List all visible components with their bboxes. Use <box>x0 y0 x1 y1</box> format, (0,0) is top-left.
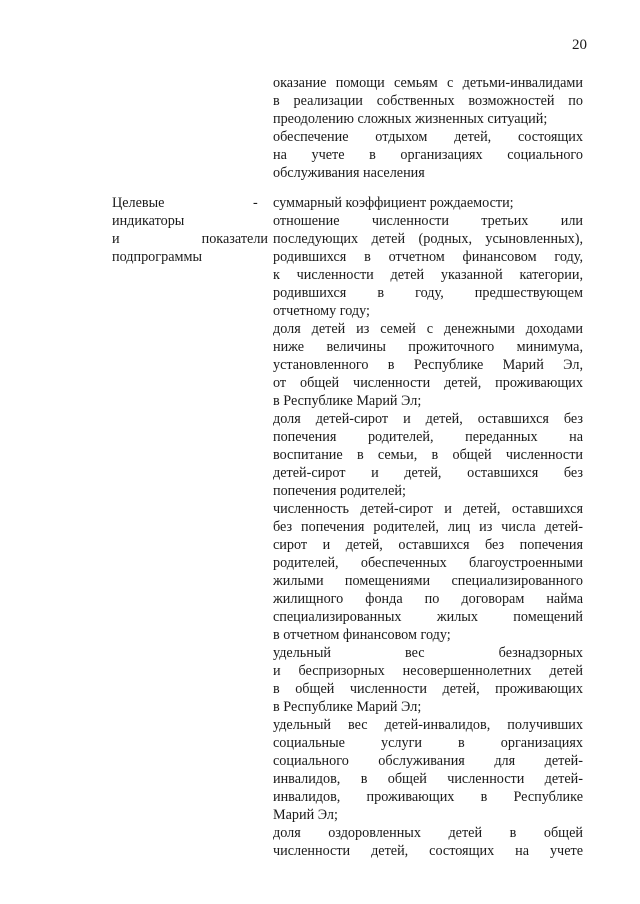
indicator-line: численности детей, состоящих на учете <box>273 843 583 859</box>
indicator-line: ниже величины прожиточного минимума, <box>273 339 583 355</box>
indicator-line: в Республике Марий Эл; <box>273 699 422 715</box>
indicator-line: доля детей-сирот и детей, оставшихся без <box>273 411 583 427</box>
indicator-line: доля оздоровленных детей в общей <box>273 825 583 841</box>
indicator-line: в отчетном финансовом году; <box>273 627 451 643</box>
indicator-line: без попечения родителей, лиц из числа детей- <box>273 519 583 535</box>
indicator-line: доля детей из семей с денежными доходами <box>273 321 583 337</box>
indicator-line: жилищного фонда по договорам найма <box>273 591 583 607</box>
indicator-line: детей-сирот и детей, оставшихся без <box>273 465 583 481</box>
indicator-line: жилыми помещениями специализированного <box>273 573 583 589</box>
indicator-line: инвалидов, в общей численности детей- <box>273 771 583 787</box>
indicator-line: сирот и детей, оставшихся без попечения <box>273 537 583 553</box>
text-line: обслуживания населения <box>273 165 425 181</box>
goals-continuation <box>273 74 583 182</box>
indicators-list <box>273 194 583 860</box>
indicator-line: инвалидов, проживающих в Республике <box>273 789 583 805</box>
indicator-line: отношение численности третьих или <box>273 213 583 229</box>
section-label <box>112 194 268 266</box>
indicator-line: удельный вес детей-инвалидов, получивших <box>273 717 583 733</box>
text-line: в реализации собственных возможностей по <box>273 93 583 109</box>
indicator-line: попечения родителей, переданных на <box>273 429 583 445</box>
indicator-line: попечения родителей; <box>273 483 406 499</box>
label-line: индикаторы <box>112 213 185 229</box>
label-dash: - <box>253 195 258 211</box>
text-line: обеспечение отдыхом детей, состоящих <box>273 129 583 145</box>
label-line: Целевые <box>112 195 165 211</box>
indicator-line: в общей численности детей, проживающих <box>273 681 583 697</box>
indicator-line: социального обслуживания для детей- <box>273 753 583 769</box>
indicator-line: социальные услуги в организациях <box>273 735 583 751</box>
indicator-line: и беспризорных несовершеннолетних детей <box>273 663 583 679</box>
text-line: преодолению сложных жизненных ситуаций; <box>273 111 548 127</box>
indicator-line: отчетному году; <box>273 303 370 319</box>
indicator-line: суммарный коэффициент рождаемости; <box>273 195 514 211</box>
indicator-line: численность детей-сирот и детей, оставшихся <box>273 501 583 517</box>
indicator-line: установленного в Республике Марий Эл, <box>273 357 583 373</box>
indicator-line: в Республике Марий Эл; <box>273 393 422 409</box>
indicator-line: от общей численности детей, проживающих <box>273 375 583 391</box>
indicator-line: родившихся в году, предшествующем <box>273 285 583 301</box>
text-line: на учете в организациях социального <box>273 147 583 163</box>
indicator-line: удельный вес безнадзорных <box>273 645 583 661</box>
page-number: 20 <box>572 37 587 53</box>
indicator-line: специализированных жилых помещений <box>273 609 583 625</box>
text-line: оказание помощи семьям с детьми-инвалидами <box>273 75 583 91</box>
indicator-line: воспитание в семьи, в общей численности <box>273 447 583 463</box>
indicator-line: Марий Эл; <box>273 807 338 823</box>
indicator-line: к численности детей указанной категории, <box>273 267 583 283</box>
label-line: и показатели <box>112 231 268 247</box>
indicator-line: родителей, обеспеченных благоустроенными <box>273 555 583 571</box>
label-line: подпрограммы <box>112 249 202 265</box>
indicator-line: последующих детей (родных, усыновленных), <box>273 231 583 247</box>
indicator-line: родившихся в отчетном финансовом году, <box>273 249 583 265</box>
